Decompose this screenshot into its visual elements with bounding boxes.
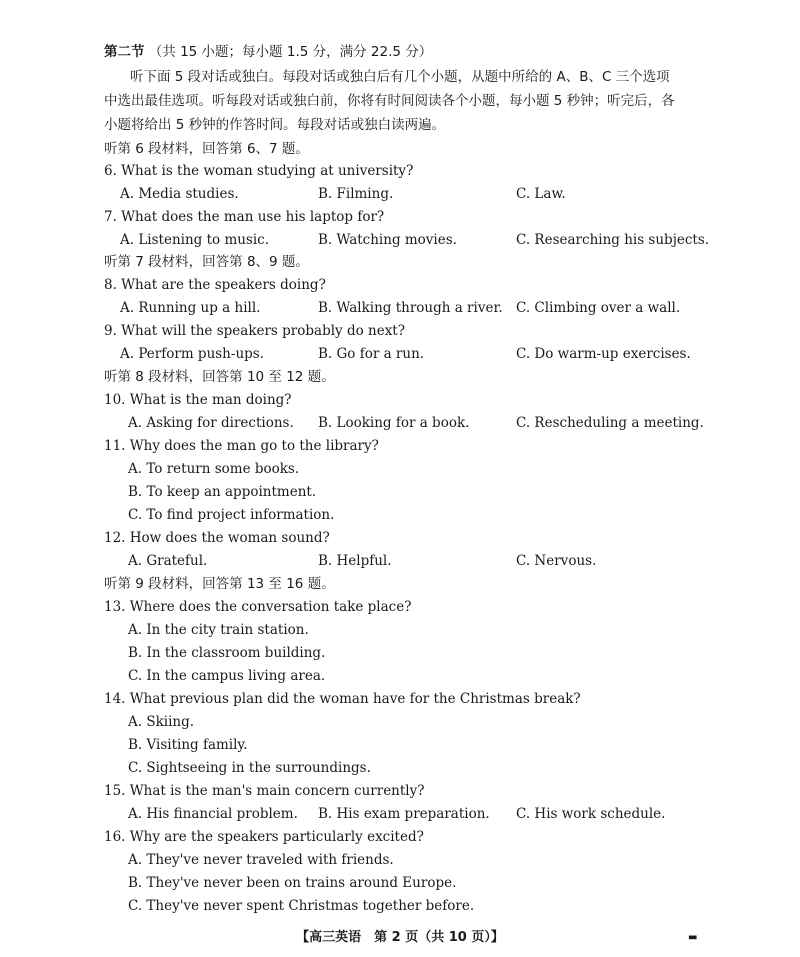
option-b: B. In the classroom building.: [128, 645, 326, 661]
option-a: A. Media studies.: [120, 186, 239, 202]
option-b: B. Helpful.: [318, 553, 392, 569]
option-a: A. In the city train station.: [128, 622, 309, 638]
section-heading: [104, 42, 432, 62]
option-b: B. His exam preparation.: [318, 806, 490, 822]
question-15: 15. What is the man's main concern currently?: [104, 783, 425, 799]
option-b: B. To keep an appointment.: [128, 484, 317, 500]
instruction-line-1: 听下面 5 段对话或独白。每段对话或独白后有几个小题，从题中所给的 A、B、C 三个选项: [130, 69, 670, 85]
section-scoring: （共 15 小题；每小题 1.5 分，满分 22.5 分）: [148, 44, 433, 60]
corner-mark: ▬: [688, 932, 698, 943]
option-b: B. Filming.: [318, 186, 394, 202]
option-a: A. Running up a hill.: [120, 300, 261, 316]
group-header: 听第 9 段材料，回答第 13 至 16 题。: [104, 576, 335, 592]
option-c: C. Climbing over a wall.: [516, 300, 681, 316]
option-c: C. Researching his subjects.: [516, 232, 710, 248]
option-c: C. His work schedule.: [516, 806, 666, 822]
option-a: A. They've never traveled with friends.: [128, 852, 394, 868]
instruction-line-3: 小题将给出 5 秒钟的作答时间。每段对话或独白读两遍。: [104, 117, 446, 133]
option-b: B. Visiting family.: [128, 737, 248, 753]
option-c: C. Nervous.: [516, 553, 597, 569]
option-a: A. His financial problem.: [128, 806, 298, 822]
option-c: C. Rescheduling a meeting.: [516, 415, 704, 431]
instruction-line-2: 中选出最佳选项。听每段对话或独白前，你将有时间阅读各个小题，每小题 5 秒钟；听完后，各: [104, 93, 675, 109]
section-title: 第二节: [104, 44, 145, 60]
option-a: A. Listening to music.: [120, 232, 270, 248]
option-b: B. They've never been on trains around Europe.: [128, 875, 457, 891]
option-c: C. Law.: [516, 186, 566, 202]
question-9: 9. What will the speakers probably do next?: [104, 323, 405, 339]
question-13: 13. Where does the conversation take place?: [104, 599, 412, 615]
option-b: B. Walking through a river.: [318, 300, 503, 316]
group-header: 听第 8 段材料，回答第 10 至 12 题。: [104, 369, 335, 385]
group-header: 听第 6 段材料，回答第 6、7 题。: [104, 141, 309, 157]
question-12: 12. How does the woman sound?: [104, 530, 330, 546]
option-b: B. Watching movies.: [318, 232, 457, 248]
question-14: 14. What previous plan did the woman have for the Christmas break?: [104, 691, 581, 707]
option-a: A. Perform push-ups.: [120, 346, 264, 362]
option-c: C. In the campus living area.: [128, 668, 326, 684]
question-10: 10. What is the man doing?: [104, 392, 292, 408]
page-footer: 【高三英语 第 2 页（共 10 页）】: [296, 930, 504, 945]
option-b: B. Looking for a book.: [318, 415, 470, 431]
option-a: A. To return some books.: [128, 461, 300, 477]
option-c: C. To find project information.: [128, 507, 335, 523]
question-8: 8. What are the speakers doing?: [104, 277, 326, 293]
option-a: A. Asking for directions.: [128, 415, 294, 431]
option-a: A. Skiing.: [128, 714, 195, 730]
question-11: 11. Why does the man go to the library?: [104, 438, 379, 454]
question-7: 7. What does the man use his laptop for?: [104, 209, 385, 225]
option-c: C. Sightseeing in the surroundings.: [128, 760, 371, 776]
option-c: C. They've never spent Christmas together before.: [128, 898, 475, 914]
question-6: 6. What is the woman studying at university?: [104, 163, 414, 179]
group-header: 听第 7 段材料，回答第 8、9 题。: [104, 254, 309, 270]
option-b: B. Go for a run.: [318, 346, 425, 362]
option-a: A. Grateful.: [128, 553, 208, 569]
question-16: 16. Why are the speakers particularly excited?: [104, 829, 424, 845]
option-c: C. Do warm-up exercises.: [516, 346, 691, 362]
